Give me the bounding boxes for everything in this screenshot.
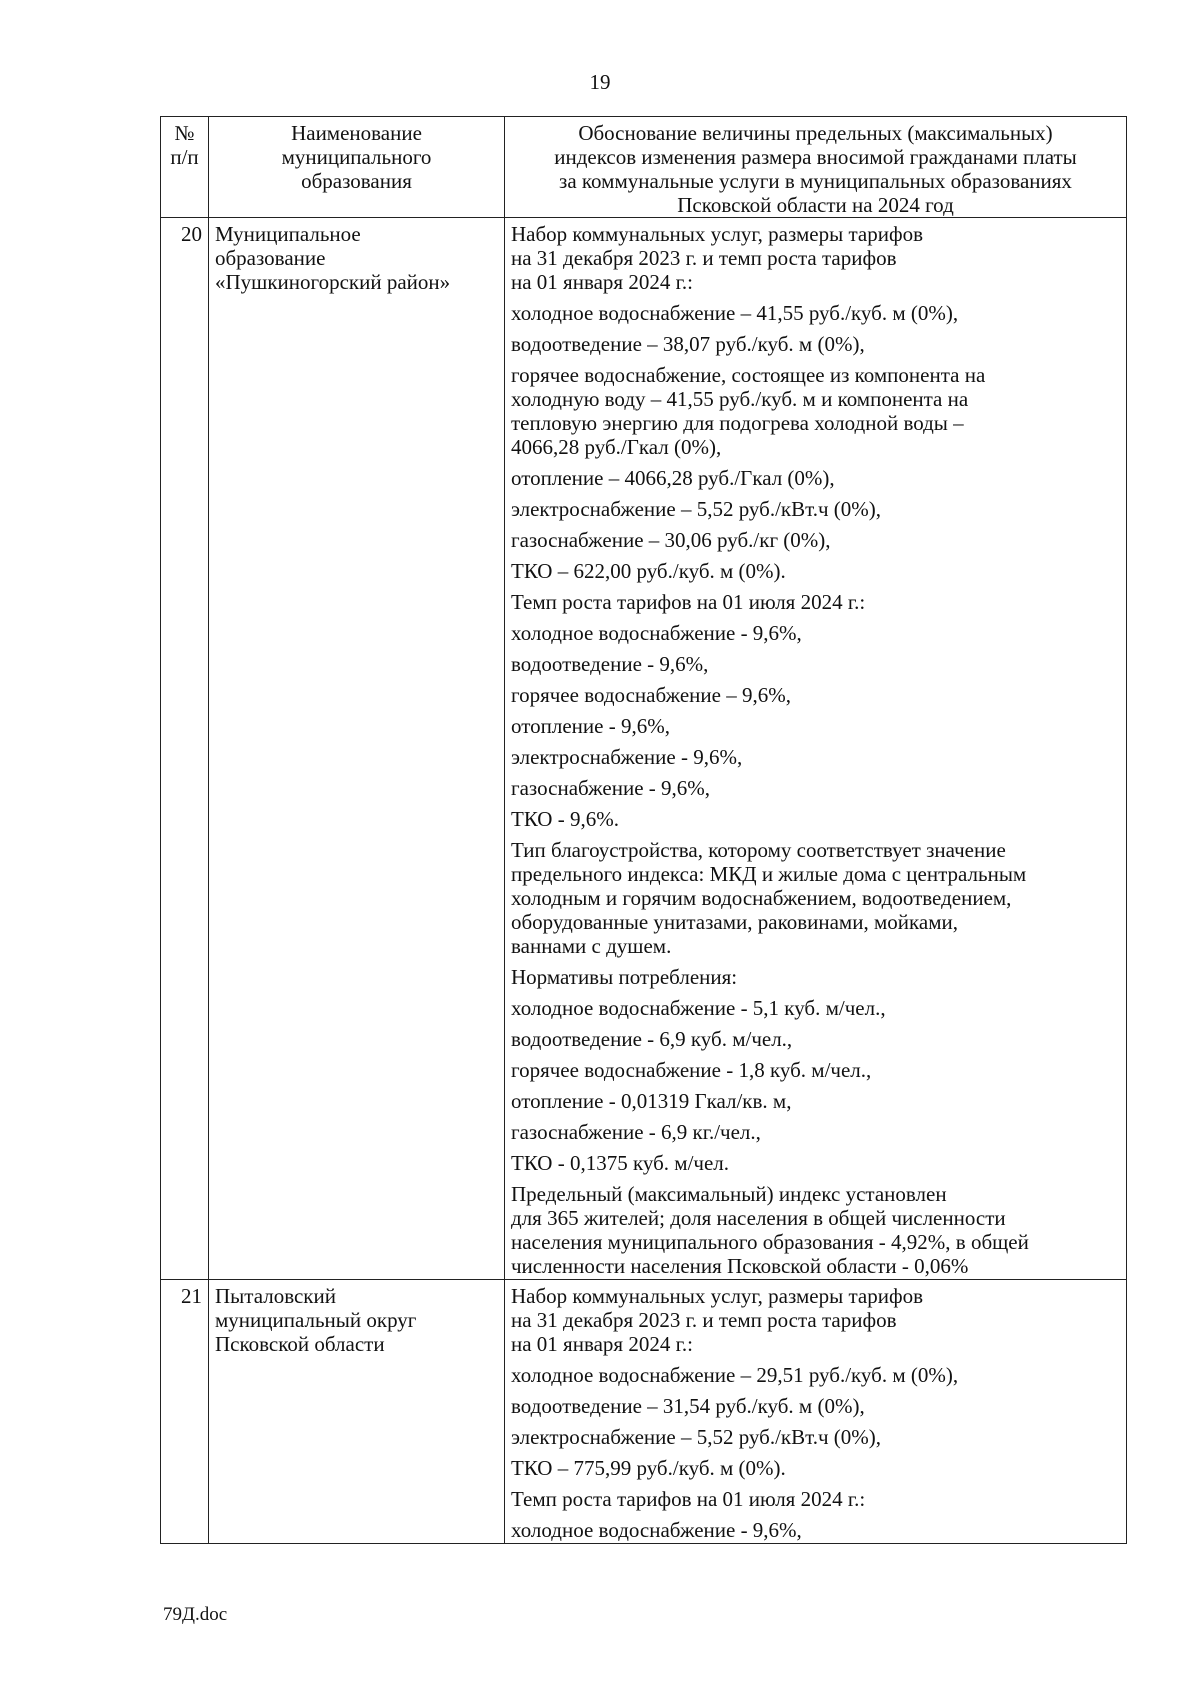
justification-line: предельного индекса: МКД и жилые дома с центральным [511, 862, 1027, 886]
justification-line: холодное водоснабжение - 9,6%, [511, 621, 802, 645]
justification-paragraph [511, 1151, 1120, 1175]
justification-line: Нормативы потребления: [511, 965, 738, 989]
justification-paragraph [511, 965, 1120, 989]
justification-line: водоотведение – 31,54 руб./куб. м (0%), [511, 1394, 865, 1418]
justification-line: холодную воду – 41,55 руб./куб. м и компонента на [511, 387, 969, 411]
justification-line: холодное водоснабжение – 41,55 руб./куб. м (0%), [511, 301, 959, 325]
justification-line: холодное водоснабжение – 29,51 руб./куб. м (0%), [511, 1363, 959, 1387]
justification-paragraph [511, 996, 1120, 1020]
justification-paragraph [511, 838, 1120, 958]
table-row [161, 1280, 1127, 1544]
justification-line: Темп роста тарифов на 01 июля 2024 г.: [511, 1487, 866, 1511]
municipality-name-line: муниципальный округ [215, 1308, 417, 1332]
municipality-name-line: «Пушкиногорский район» [215, 270, 451, 294]
justification-paragraph [511, 714, 1120, 738]
justification-line: отопление – 4066,28 руб./Гкал (0%), [511, 466, 835, 490]
justification-line: Предельный (максимальный) индекс установлен [511, 1182, 947, 1206]
table-header-row [161, 117, 1127, 218]
justification-line: горячее водоснабжение - 1,8 куб. м/чел., [511, 1058, 872, 1082]
municipality-name-line: Муниципальное [215, 222, 361, 246]
justification-line: холодное водоснабжение - 5,1 куб. м/чел., [511, 996, 886, 1020]
justification-line: на 01 января 2024 г.: [511, 270, 693, 294]
header-number: № п/п [161, 117, 209, 218]
page-number: 19 [589, 70, 611, 94]
justification-line: ТКО – 775,99 руб./куб. м (0%). [511, 1456, 786, 1480]
municipality-name [209, 218, 505, 1280]
justification-paragraph [511, 1487, 1120, 1511]
justification-line: газоснабжение - 6,9 кг./чел., [511, 1120, 761, 1144]
justification-paragraph [511, 1120, 1120, 1144]
justification-line: населения муниципального образования - 4,92%, в общей [511, 1230, 1029, 1254]
justification-paragraph [511, 332, 1120, 356]
justification-paragraph [511, 301, 1120, 325]
justification-paragraph [511, 1089, 1120, 1113]
justification-line: электроснабжение – 5,52 руб./кВт.ч (0%), [511, 1425, 882, 1449]
justification-line: холодным и горячим водоснабжением, водоотведением, [511, 886, 1012, 910]
justification-cell [505, 1280, 1127, 1544]
row-number: 20 [161, 218, 209, 1280]
justification-line: Тип благоустройства, которому соответствует значение [511, 838, 1006, 862]
justification-line: горячее водоснабжение, состоящее из компонента на [511, 363, 986, 387]
justification-paragraph [511, 528, 1120, 552]
municipality-name-line: образование [215, 246, 326, 270]
justification-line: отопление - 9,6%, [511, 714, 670, 738]
justification-line: водоотведение - 9,6%, [511, 652, 709, 676]
row-number: 21 [161, 1280, 209, 1544]
justification-line: оборудованные унитазами, раковинами, мойками, [511, 910, 958, 934]
justification-paragraph [511, 1363, 1120, 1387]
justification-paragraph [511, 807, 1120, 831]
municipality-name-line: Псковской области [215, 1332, 385, 1356]
justification-paragraph [511, 652, 1120, 676]
justification-paragraph [511, 559, 1120, 583]
justification-paragraph [511, 776, 1120, 800]
justification-line: 4066,28 руб./Гкал (0%), [511, 435, 722, 459]
justification-line: холодное водоснабжение - 9,6%, [511, 1518, 802, 1542]
justification-line: на 31 декабря 2023 г. и темп роста тарифов [511, 1308, 897, 1332]
justification-cell [505, 218, 1127, 1280]
justification-paragraph [511, 222, 1120, 294]
justification-line: газоснабжение – 30,06 руб./кг (0%), [511, 528, 831, 552]
footer-filename: 79Д.doc [163, 1604, 228, 1625]
justification-line: Темп роста тарифов на 01 июля 2024 г.: [511, 590, 866, 614]
justification-line: отопление - 0,01319 Гкал/кв. м, [511, 1089, 792, 1113]
justification-paragraph [511, 1425, 1120, 1449]
justification-paragraph [511, 466, 1120, 490]
justification-paragraph [511, 1518, 1120, 1542]
justification-line: ТКО - 9,6%. [511, 807, 619, 831]
justification-paragraph [511, 745, 1120, 769]
justification-paragraph [511, 590, 1120, 614]
justification-paragraph [511, 1027, 1120, 1051]
justification-line: водоотведение – 38,07 руб./куб. м (0%), [511, 332, 865, 356]
justification-line: ТКО – 622,00 руб./куб. м (0%). [511, 559, 786, 583]
justification-paragraph [511, 363, 1120, 459]
justification-paragraph [511, 1394, 1120, 1418]
header-name: Наименование муниципального образования [209, 117, 505, 218]
justification-line: электроснабжение – 5,52 руб./кВт.ч (0%), [511, 497, 882, 521]
justification-line: водоотведение - 6,9 куб. м/чел., [511, 1027, 793, 1051]
justification-line: электроснабжение - 9,6%, [511, 745, 743, 769]
justification-line: для 365 жителей; доля населения в общей численности [511, 1206, 1006, 1230]
justification-paragraph [511, 1456, 1120, 1480]
municipality-name [209, 1280, 505, 1544]
justification-line: Набор коммунальных услуг, размеры тарифов [511, 1284, 923, 1308]
table-body [161, 218, 1127, 1544]
justification-line: горячее водоснабжение – 9,6%, [511, 683, 791, 707]
justification-line: газоснабжение - 9,6%, [511, 776, 711, 800]
justification-line: ваннами с душем. [511, 934, 672, 958]
justification-paragraph [511, 621, 1120, 645]
justification-line: Набор коммунальных услуг, размеры тарифов [511, 222, 923, 246]
municipality-name-line: Пыталовский [215, 1284, 336, 1308]
header-justification: Обоснование величины предельных (максимальных) индексов изменения размера вносимой гражданами платы за коммунальные услуги в муниципальных образованиях Псковской области на 2024 год [505, 117, 1127, 218]
justification-paragraph [511, 1058, 1120, 1082]
justification-line: на 31 декабря 2023 г. и темп роста тарифов [511, 246, 897, 270]
justification-paragraph [511, 683, 1120, 707]
justification-line: численности населения Псковской области - 0,06% [511, 1254, 969, 1278]
table-row [161, 218, 1127, 1280]
justification-paragraph [511, 497, 1120, 521]
justification-line: ТКО - 0,1375 куб. м/чел. [511, 1151, 730, 1175]
justification-line: тепловую энергию для подогрева холодной воды – [511, 411, 964, 435]
justification-paragraph [511, 1182, 1120, 1278]
justification-line: на 01 января 2024 г.: [511, 1332, 693, 1356]
tariff-index-table [160, 116, 1127, 1544]
justification-paragraph [511, 1284, 1120, 1356]
